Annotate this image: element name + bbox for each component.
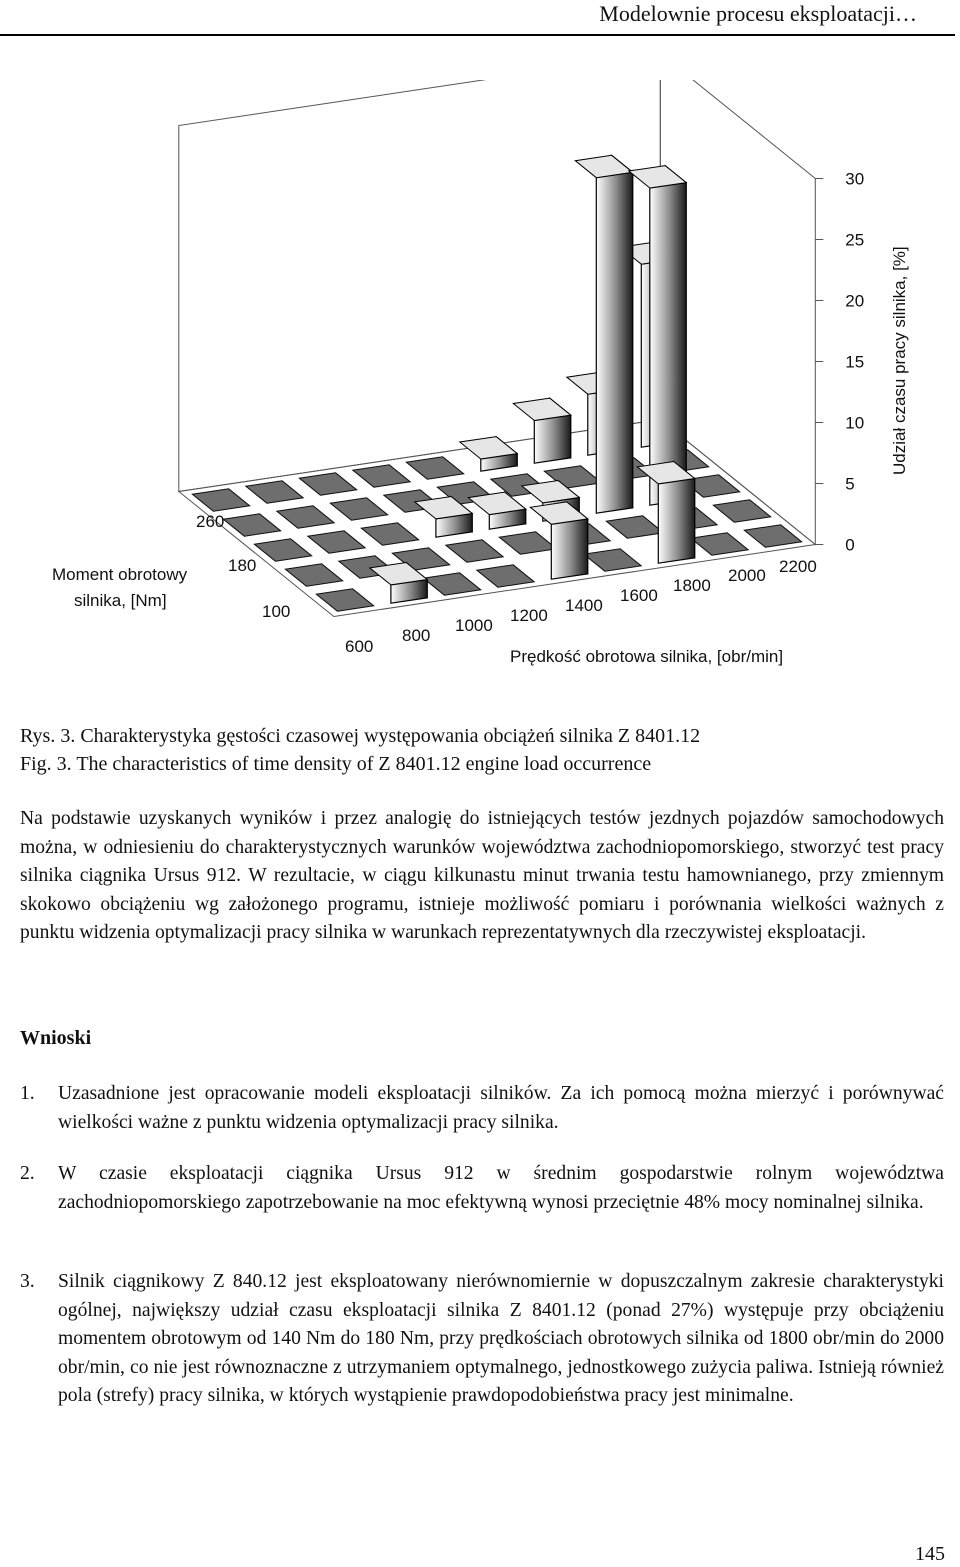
x-tick-label: 2000	[728, 566, 766, 585]
floor-tile	[477, 565, 534, 587]
bar-front	[551, 519, 587, 579]
x-tick-label: 1400	[565, 596, 603, 615]
bar	[575, 155, 632, 513]
bar-front	[650, 183, 686, 506]
bar	[629, 166, 686, 506]
floor-tile	[192, 489, 249, 511]
floor-tile	[744, 525, 801, 547]
bar-front	[534, 415, 570, 463]
bar	[513, 398, 570, 463]
z-tick-label: 30	[845, 169, 865, 189]
y-tick-label: 260	[196, 512, 225, 531]
bar-front	[596, 172, 632, 513]
floor-tile	[361, 523, 418, 545]
z-tick-label: 5	[845, 474, 855, 494]
body-paragraph: Na podstawie uzyskanych wyników i przez analogię do istniejących testów jezdnych pojazdów samochodowych można, w odniesieniu do charakterystycznych warunków województwa zachodniopomorskiego, stworzyć test pracy silnika ciągnika Ursus 912. W rezultacie, w ciągu kilkunastu minut trwania testu hamownianego, przy zmiennym skokowo obciążeniu wg założonego programu, istnieje możliwość pomiaru i porównania wielkości ważnych z punktu widzenia optymalizacji pracy silnika w warunkach reprezentatywnych dla rzeczywistej eksploatacji.	[20, 808, 944, 943]
item-number: 2.	[20, 1163, 35, 1184]
item-text: W czasie eksploatacji ciągnika Ursus 912 w średnim gospodarstwie rolnym województwa zachodniopomorskiego zapotrzebowanie na moc efektywną wynosi przeciętnie 48% mocy nominalnej silnika.	[58, 1163, 944, 1213]
z-tick-label: 20	[845, 291, 865, 311]
floor-tile	[246, 481, 303, 503]
running-header	[0, 0, 955, 36]
running-title: Modelownie procesu eksploatacji…	[599, 1, 917, 26]
bar	[468, 492, 525, 529]
z-tick-label: 25	[845, 230, 865, 250]
floor-tile	[713, 500, 770, 522]
y-tick-label: 180	[228, 556, 257, 575]
floor-tile	[406, 457, 463, 479]
floor-tile	[254, 539, 311, 561]
caption-polish: Rys. 3. Charakterystyka gęstości czasowej występowania obciążeń silnika Z 8401.12	[20, 725, 701, 747]
x-tick-label: 1200	[510, 606, 548, 625]
bar-front	[658, 479, 694, 564]
x-tick-label: 1000	[455, 616, 493, 635]
z-tick-label: 10	[845, 413, 865, 433]
floor-tile	[285, 564, 342, 586]
item-text: Uzasadnione jest opracowanie modeli eksploatacji silników. Za ich pomocą można mierzyć i porównywać wielkości ważne z punktu widzenia optymalizacji pracy silnika.	[58, 1083, 944, 1133]
floor-tile	[499, 532, 556, 554]
x-tick-label: 1800	[673, 576, 711, 595]
floor-tile	[606, 516, 663, 538]
floor-tile	[353, 465, 410, 487]
floor-tile	[691, 533, 748, 555]
caption-english: Fig. 3. The characteristics of time density of Z 8401.12 engine load occurrence	[20, 753, 652, 775]
x-tick-label: 600	[345, 637, 374, 656]
floor-tile	[423, 573, 480, 595]
floor-tile	[277, 506, 334, 528]
floor-tile	[299, 473, 356, 495]
bar-chart-3d	[0, 80, 960, 680]
page-number: 145	[915, 1543, 945, 1565]
floor-tile	[308, 531, 365, 553]
floor-tile	[316, 589, 373, 611]
y-axis-title-line2: silnika, [Nm]	[74, 591, 167, 610]
chart-labels	[52, 170, 909, 667]
section-heading: Wnioski	[20, 1027, 92, 1049]
z-axis-title: Udział czasu pracy silnika, [%]	[890, 246, 909, 475]
floor-tile	[223, 514, 280, 536]
z-tick-label: 15	[845, 352, 865, 372]
x-axis-title: Prędkość obrotowa silnika, [obr/min]	[510, 647, 784, 666]
z-tick-label: 0	[845, 535, 855, 555]
x-tick-label: 800	[402, 626, 431, 645]
floor-tile	[446, 540, 503, 562]
x-tick-label: 2200	[779, 557, 817, 576]
figure-caption	[20, 722, 700, 778]
floor-tile	[584, 549, 641, 571]
item-number: 1.	[20, 1083, 35, 1104]
item-number: 3.	[20, 1271, 35, 1292]
y-axis-title-line1: Moment obrotowy	[52, 565, 188, 584]
item-text: Silnik ciągnikowy Z 840.12 jest eksploatowany nierównomiernie w dopuszczalnym zakresie charakterystyki ogólnej, największy udział czasu eksploatacji silnika Z 8401.12 (ponad 27%) występuje przy obciążeniu momentem obrotowym od 140 Nm do 180 Nm, przy prędkościach obrotowych silnika od 1800 obr/min do 2000 obr/min, co nie jest równoznaczne z utrzymaniem optymalnego, jednostkowego zużycia paliwa. Istnieją również pola (strefy) pracy silnika, w których wystąpienie prawdopodobieństwa pracy jest minimalne.	[58, 1271, 944, 1406]
x-tick-label: 1600	[620, 586, 658, 605]
y-tick-label: 100	[262, 602, 291, 621]
floor-tile	[330, 498, 387, 520]
bar	[637, 462, 694, 564]
